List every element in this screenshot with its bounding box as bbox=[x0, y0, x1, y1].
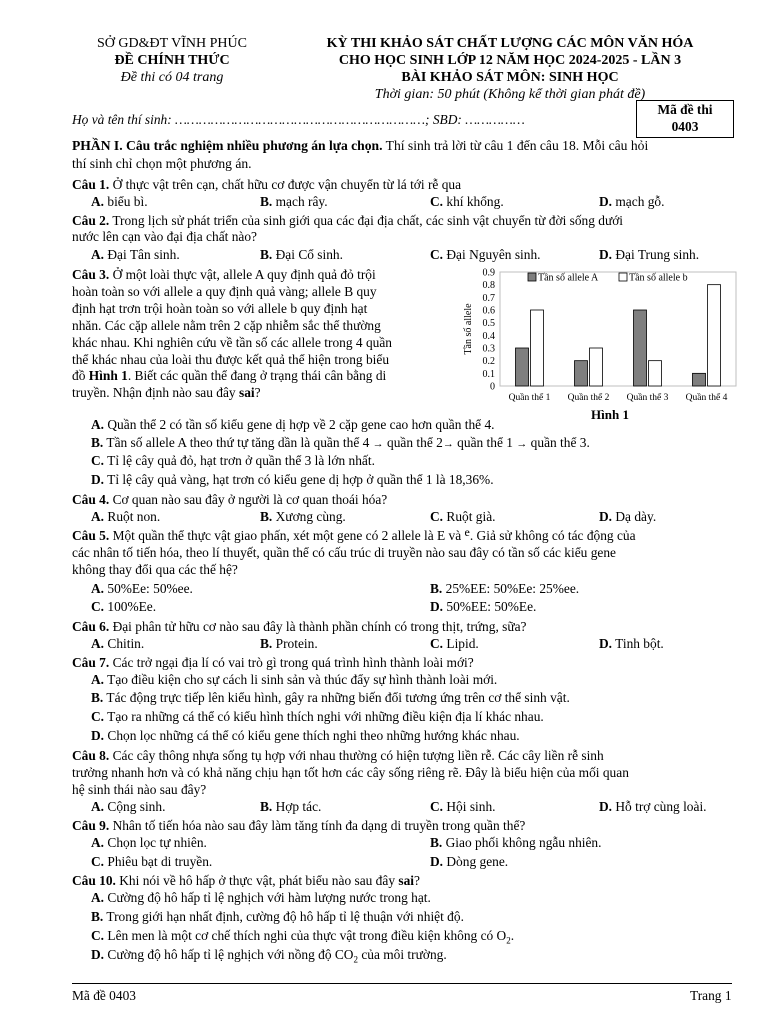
q2-option-d[interactable] bbox=[599, 246, 699, 263]
q3-option-a[interactable] bbox=[91, 416, 495, 433]
legend-label: Tần số allele A bbox=[538, 272, 599, 284]
chart-legend bbox=[528, 273, 688, 284]
y-tick-label: 0.3 bbox=[482, 343, 495, 355]
option-text: Ruột non. bbox=[107, 509, 161, 524]
question-3-line-7 bbox=[72, 367, 386, 384]
question-number: Câu 10. bbox=[72, 873, 116, 888]
option-text: Chọn lọc những cá thể có kiểu gene thích nghi theo những hướng khác nhau. bbox=[107, 728, 520, 743]
question-3-line-5: khác nhau. Khi nghiên cứu về tần số các allele trong 4 quần bbox=[72, 335, 392, 350]
option-text: Giao phối không ngẫu nhiên. bbox=[445, 835, 602, 850]
question-number: Câu 2. bbox=[72, 213, 110, 228]
option-text: Ruột già. bbox=[446, 509, 496, 524]
question-2 bbox=[72, 212, 623, 229]
option-label: C. bbox=[430, 509, 444, 524]
option-text: Dạ dày. bbox=[615, 509, 657, 524]
emphasis: sai bbox=[238, 385, 255, 400]
x-tick-label: Quần thể 2 bbox=[567, 393, 610, 403]
emphasis: sai bbox=[398, 873, 415, 888]
q3-option-b[interactable] bbox=[91, 434, 590, 453]
option-label: C. bbox=[91, 453, 105, 468]
y-tick-label: 0.5 bbox=[482, 318, 495, 330]
question-8-line-3: hệ sinh thái nào sau đây? bbox=[72, 782, 207, 797]
question-text: Trong lịch sử phát triển của sinh giới qua các đại địa chất, các sinh vật chuyển từ đời sống dưới bbox=[109, 213, 624, 228]
question-10 bbox=[72, 872, 420, 889]
option-text: Xương cùng. bbox=[275, 509, 346, 524]
q8-option-d[interactable] bbox=[599, 798, 707, 815]
option-label: D. bbox=[599, 799, 613, 814]
y-tick-label: 0.1 bbox=[482, 368, 495, 380]
option-label: B. bbox=[260, 247, 273, 262]
option-label: C. bbox=[430, 194, 444, 209]
question-7 bbox=[72, 654, 474, 671]
chart-bar bbox=[516, 348, 529, 386]
question-3 bbox=[72, 266, 376, 283]
option-label: B. bbox=[91, 435, 104, 450]
option-label: B. bbox=[260, 509, 273, 524]
question-number: Câu 3. bbox=[72, 267, 110, 282]
q7-option-b[interactable] bbox=[91, 689, 570, 706]
exam-code-label: Mã đề thi bbox=[657, 102, 713, 117]
option-label: D. bbox=[430, 599, 444, 614]
q4-option-a[interactable] bbox=[91, 508, 160, 525]
exam-title-2: CHO HỌC SINH LỚP 12 NĂM HỌC 2024-2025 - LẦN 3 bbox=[338, 53, 682, 68]
option-label: D. bbox=[599, 247, 613, 262]
option-text: Tần số allele A theo thứ tự tăng dần là quần thể 4 bbox=[106, 435, 370, 450]
option-text: Cộng sinh. bbox=[107, 799, 166, 814]
option-text: Lipid. bbox=[446, 636, 479, 651]
option-text: Đại Cổ sinh. bbox=[275, 247, 343, 262]
chart-bar bbox=[708, 285, 721, 386]
option-text: 25%EE: 50%Ee: 25%ee. bbox=[445, 581, 580, 596]
question-text: Các trở ngại địa lí có vai trò gì trong quá trình hình thành loài mới? bbox=[109, 655, 474, 670]
question-text: Khi nói về hô hấp ở thực vật, phát biểu nào sau đây bbox=[115, 873, 399, 888]
q2-option-c[interactable] bbox=[430, 246, 541, 263]
y-tick-label: 0.8 bbox=[482, 280, 495, 292]
option-text: 100%Ee. bbox=[107, 599, 157, 614]
q7-option-d[interactable] bbox=[91, 727, 520, 744]
option-label: A. bbox=[91, 247, 105, 262]
chart-bar bbox=[649, 361, 662, 386]
option-text: biểu bì. bbox=[107, 194, 148, 209]
q10-option-a[interactable] bbox=[91, 889, 431, 906]
option-text: quần thể 2 bbox=[387, 435, 443, 450]
part1-instruction-2: thí sinh chỉ chọn một phương án. bbox=[72, 156, 252, 171]
option-text: Quần thể 2 có tần số kiểu gene dị hợp về 2 cặp gene cao hơn quần thể 4. bbox=[107, 417, 495, 432]
x-tick-label: Quần thể 3 bbox=[626, 393, 669, 403]
option-label: C. bbox=[430, 247, 444, 262]
question-3-line-4: nhăn. Các cặp allele nằm trên 2 cặp nhiễm sắc thể thường bbox=[72, 318, 381, 333]
exam-code-value: 0403 bbox=[671, 119, 699, 134]
option-text: của môi trường. bbox=[357, 947, 447, 962]
option-text: Tạo ra những cá thể có kiểu hình thích nghi với những điều kiện địa lí khác nhau. bbox=[107, 709, 544, 724]
text: . Biết các quần thể đang ở trạng thái cân bằng di bbox=[127, 368, 387, 383]
q8-option-a[interactable] bbox=[91, 798, 165, 815]
candidate-name-line: Họ và tên thí sinh: ………………………………………………………; SBD: …………… bbox=[72, 112, 525, 127]
q4-option-d[interactable] bbox=[599, 508, 656, 525]
option-label: D. bbox=[599, 636, 613, 651]
legend-swatch bbox=[528, 273, 536, 281]
question-number: Câu 7. bbox=[72, 655, 110, 670]
y-tick-label: 0.7 bbox=[482, 292, 495, 304]
option-label: C. bbox=[91, 599, 105, 614]
question-text: Ở một loài thực vật, allele A quy định quả đỏ trội bbox=[109, 267, 376, 282]
y-tick-label: 0.6 bbox=[482, 305, 495, 317]
question-number: Câu 9. bbox=[72, 818, 110, 833]
arrow-icon: → bbox=[372, 438, 384, 450]
q7-option-c[interactable] bbox=[91, 708, 544, 725]
q6-option-b[interactable] bbox=[260, 635, 318, 652]
q1-option-c[interactable] bbox=[430, 193, 504, 210]
question-text: Cơ quan nào sau đây ở người là cơ quan thoái hóa? bbox=[109, 492, 388, 507]
x-tick-label: Quần thể 1 bbox=[508, 393, 551, 403]
option-label: B. bbox=[260, 194, 273, 209]
option-text: 50%EE: 50%Ee. bbox=[446, 599, 537, 614]
q9-option-b[interactable] bbox=[430, 834, 601, 851]
question-text: Một quần thể thực vật giao phấn, xét một gene có 2 allele là E và bbox=[109, 528, 465, 543]
allele-frequency-chart bbox=[460, 262, 740, 408]
option-text: Cường độ hô hấp tỉ lệ nghịch với nồng độ CO bbox=[107, 947, 354, 962]
legend-swatch bbox=[619, 273, 627, 281]
option-label: C. bbox=[91, 928, 105, 943]
chart-bars bbox=[516, 285, 721, 386]
option-text: khí khổng. bbox=[446, 194, 504, 209]
x-tick-label: Quần thể 4 bbox=[685, 393, 728, 403]
option-label: D. bbox=[91, 728, 105, 743]
option-text: quần thể 3. bbox=[530, 435, 590, 450]
official-label: ĐỀ CHÍNH THỨC bbox=[114, 53, 230, 68]
option-text: Dòng gene. bbox=[446, 854, 509, 869]
q8-option-b[interactable] bbox=[260, 798, 321, 815]
option-label: C. bbox=[430, 799, 444, 814]
subscript: 2 bbox=[353, 954, 358, 965]
question-number: Câu 5. bbox=[72, 528, 110, 543]
chart-bar bbox=[575, 361, 588, 386]
option-label: A. bbox=[91, 799, 105, 814]
arrow-icon: → bbox=[516, 438, 528, 450]
option-label: D. bbox=[599, 194, 613, 209]
chart-bar bbox=[590, 348, 603, 386]
y-tick-label: 0 bbox=[490, 381, 495, 393]
q5-option-c[interactable] bbox=[91, 598, 156, 615]
option-label: B. bbox=[91, 909, 104, 924]
arrow-icon: → bbox=[442, 438, 454, 450]
exam-title-3: BÀI KHẢO SÁT MÔN: SINH HỌC bbox=[401, 70, 619, 85]
option-text: Chitin. bbox=[107, 636, 145, 651]
footer-exam-code: Mã đề 0403 bbox=[72, 988, 136, 1003]
option-label: A. bbox=[91, 509, 105, 524]
q10-option-d[interactable] bbox=[91, 946, 447, 969]
question-4 bbox=[72, 491, 387, 508]
option-text: . bbox=[510, 928, 515, 943]
footer-divider bbox=[72, 983, 732, 984]
q3-option-d[interactable] bbox=[91, 471, 494, 488]
question-number: Câu 1. bbox=[72, 177, 110, 192]
footer-page-number: Trang 1 bbox=[690, 988, 732, 1003]
q5-option-a[interactable] bbox=[91, 580, 193, 597]
question-text: Các cây thông nhựa sống tụ hợp với nhau thường có hiện tượng liền rễ. Các cây liền rễ sinh bbox=[109, 748, 604, 763]
option-text: mạch rây. bbox=[275, 194, 328, 209]
y-tick-label: 0.9 bbox=[482, 267, 495, 279]
question-text: Đại phân tử hữu cơ nào sau đây là thành phần chính có trong thịt, trứng, sữa? bbox=[109, 619, 527, 634]
question-9 bbox=[72, 817, 525, 834]
option-label: A. bbox=[91, 581, 105, 596]
q4-option-c[interactable] bbox=[430, 508, 496, 525]
text: đồ bbox=[72, 368, 89, 383]
q2-option-a[interactable] bbox=[91, 246, 180, 263]
question-8-line-2: trưởng nhanh hơn và có khả năng chịu hạn tốt hơn các cây sống riêng rẽ. Đây là biểu hiện của mối quan bbox=[72, 765, 629, 780]
q1-option-a[interactable] bbox=[91, 193, 148, 210]
question-number: Câu 8. bbox=[72, 748, 110, 763]
option-label: A. bbox=[91, 636, 105, 651]
question-3-line-8 bbox=[72, 384, 261, 401]
q6-option-c[interactable] bbox=[430, 635, 479, 652]
question-5 bbox=[72, 527, 636, 545]
allele-e: e bbox=[464, 525, 470, 539]
question-1 bbox=[72, 176, 461, 193]
q4-option-b[interactable] bbox=[260, 508, 346, 525]
question-text: ? bbox=[414, 873, 420, 888]
part1-title: PHẦN I. Câu trắc nghiệm nhiều phương án lựa chọn. bbox=[72, 138, 383, 153]
q1-option-d[interactable] bbox=[599, 193, 664, 210]
q1-option-b[interactable] bbox=[260, 193, 328, 210]
option-text: Đại Tân sinh. bbox=[107, 247, 180, 262]
q10-option-b[interactable] bbox=[91, 908, 464, 925]
question-6 bbox=[72, 618, 527, 635]
exam-code-box bbox=[636, 100, 734, 138]
text: ? bbox=[254, 385, 261, 400]
q8-option-c[interactable] bbox=[430, 798, 496, 815]
question-5-line-3: không thay đổi qua các thế hệ? bbox=[72, 562, 238, 577]
option-text: Hợp tác. bbox=[275, 799, 322, 814]
option-text: Đại Trung sinh. bbox=[615, 247, 700, 262]
option-label: C. bbox=[91, 854, 105, 869]
part1-heading bbox=[72, 137, 648, 154]
exam-time: Thời gian: 50 phút (Không kể thời gian phát đề) bbox=[374, 87, 646, 102]
question-text: . Giả sử không có tác động của bbox=[469, 528, 636, 543]
option-label: B. bbox=[260, 799, 273, 814]
option-label: B. bbox=[91, 690, 104, 705]
option-text: Tỉ lệ cây quả đỏ, hạt trơn ở quần thể 3 là lớn nhất. bbox=[107, 453, 375, 468]
figure-ref: Hình 1 bbox=[88, 368, 128, 383]
question-3-line-3: định hạt trơn trội hoàn toàn so với allele b quy định hạt bbox=[72, 301, 368, 316]
option-text: Tỉ lệ cây quả vàng, hạt trơn có kiểu gene dị hợp ở quần thể 1 là 18,36%. bbox=[107, 472, 494, 487]
question-8 bbox=[72, 747, 604, 764]
q5-option-d[interactable] bbox=[430, 598, 536, 615]
option-label: B. bbox=[260, 636, 273, 651]
option-text: Cường độ hô hấp tỉ lệ nghịch với hàm lượng nước trong hạt. bbox=[107, 890, 431, 905]
chart-y-axis-label: Tần số allele bbox=[463, 303, 474, 355]
option-label: B. bbox=[430, 835, 443, 850]
option-text: Trong giới hạn nhất định, cường độ hô hấp tỉ lệ thuận với nhiệt độ. bbox=[106, 909, 464, 924]
question-3-line-6: thể khác nhau của loài thu được kết quả thể hiện trong biểu bbox=[72, 352, 390, 367]
q2-option-b[interactable] bbox=[260, 246, 343, 263]
option-label: D. bbox=[91, 947, 105, 962]
question-text: Nhân tố tiến hóa nào sau đây làm tăng tính đa dạng di truyền trong quần thể? bbox=[109, 818, 526, 833]
option-text: quần thể 1 bbox=[457, 435, 513, 450]
option-text: Tạo điều kiện cho sự cách li sinh sản và thúc đẩy sự hình thành loài mới. bbox=[107, 672, 498, 687]
option-label: A. bbox=[91, 890, 105, 905]
option-label: B. bbox=[430, 581, 443, 596]
q7-option-a[interactable] bbox=[91, 671, 497, 688]
option-text: Protein. bbox=[275, 636, 318, 651]
option-label: A. bbox=[91, 835, 105, 850]
option-label: A. bbox=[91, 194, 105, 209]
option-text: Tác động trực tiếp lên kiểu hình, gây ra những biến đổi tương ứng trên cơ thể sinh vật. bbox=[106, 690, 570, 705]
text: truyền. Nhận định nào sau đây bbox=[72, 385, 239, 400]
option-label: A. bbox=[91, 672, 105, 687]
q6-option-a[interactable] bbox=[91, 635, 144, 652]
option-text: Lên men là một cơ chế thích nghi của thực vật trong điều kiện không có O bbox=[107, 928, 507, 943]
option-text: Hội sinh. bbox=[446, 799, 496, 814]
option-label: C. bbox=[430, 636, 444, 651]
q9-option-d[interactable] bbox=[430, 853, 508, 870]
question-number: Câu 4. bbox=[72, 492, 110, 507]
option-text: 50%Ee: 50%ee. bbox=[107, 581, 193, 596]
exam-title-1: KỲ THI KHẢO SÁT CHẤT LƯỢNG CÁC MÔN VĂN HÓA bbox=[326, 36, 694, 51]
option-text: Đại Nguyên sinh. bbox=[446, 247, 541, 262]
option-text: Chọn lọc tự nhiên. bbox=[107, 835, 207, 850]
question-number: Câu 6. bbox=[72, 619, 110, 634]
option-label: A. bbox=[91, 417, 105, 432]
option-text: Tinh bột. bbox=[615, 636, 664, 651]
chart-bar bbox=[693, 373, 706, 386]
y-tick-label: 0.2 bbox=[482, 356, 495, 368]
question-3-line-2: hoàn toàn so với allele a quy định quả vàng; allele B quy bbox=[72, 284, 377, 299]
chart-bar bbox=[634, 310, 647, 386]
option-label: D. bbox=[430, 854, 444, 869]
q3-option-c[interactable] bbox=[91, 452, 375, 469]
option-text: Phiêu bạt di truyền. bbox=[107, 854, 213, 869]
option-label: C. bbox=[91, 709, 105, 724]
q9-option-a[interactable] bbox=[91, 834, 207, 851]
option-text: mạch gỗ. bbox=[615, 194, 665, 209]
subscript: 2 bbox=[506, 935, 511, 946]
chart-bar bbox=[531, 310, 544, 386]
page-count: Đề thi có 04 trang bbox=[120, 70, 224, 85]
legend-label: Tần số allele b bbox=[629, 272, 688, 284]
part1-instruction: Thí sinh trả lời từ câu 1 đến câu 18. Mỗi câu hỏi bbox=[382, 138, 649, 153]
question-5-line-2: các nhân tố tiến hóa, theo lí thuyết, quần thể có cấu trúc di truyền nào sau đây có tần số các kiểu gene bbox=[72, 545, 616, 560]
q5-option-b[interactable] bbox=[430, 580, 579, 597]
q9-option-c[interactable] bbox=[91, 853, 212, 870]
question-2-cont: nước lên cạn vào đại địa chất nào? bbox=[72, 229, 257, 244]
department-name: SỞ GD&ĐT VĨNH PHÚC bbox=[96, 36, 247, 51]
option-label: D. bbox=[599, 509, 613, 524]
q6-option-d[interactable] bbox=[599, 635, 664, 652]
option-label: D. bbox=[91, 472, 105, 487]
chart-caption: Hình 1 bbox=[591, 407, 629, 422]
y-tick-label: 0.4 bbox=[482, 330, 495, 342]
option-text: Hỗ trợ cùng loài. bbox=[615, 799, 707, 814]
question-text: Ở thực vật trên cạn, chất hữu cơ được vận chuyển từ lá tới rễ qua bbox=[109, 177, 462, 192]
